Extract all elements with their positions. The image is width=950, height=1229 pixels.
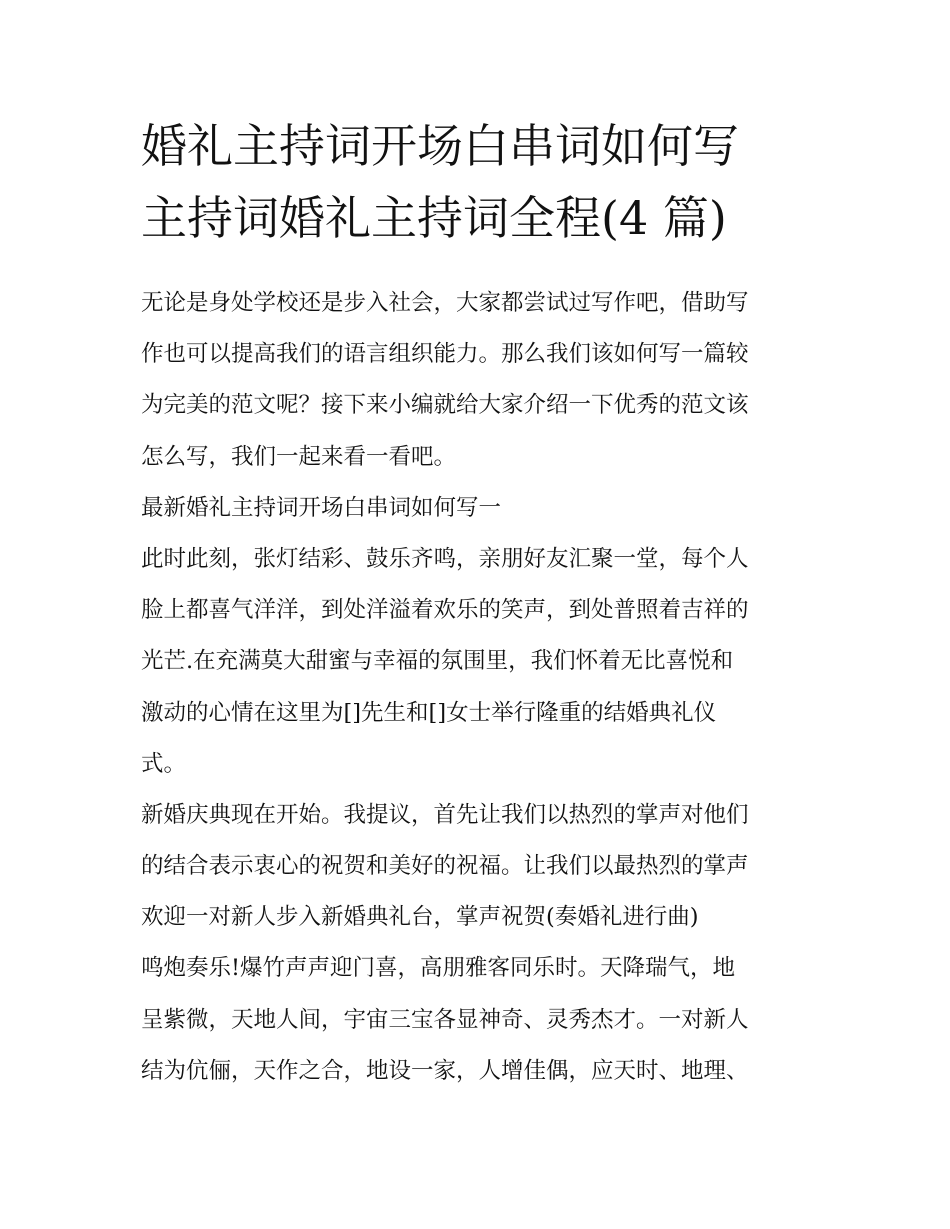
body-line: 光芒.在充满莫大甜蜜与幸福的氛围里，我们怀着无比喜悦和	[141, 648, 734, 675]
intro-line: 怎么写，我们一起来看一看吧。	[141, 443, 457, 470]
intro-line: 无论是身处学校还是步入社会，大家都尝试过写作吧，借助写	[141, 290, 749, 316]
body-line: 呈紫微，天地人间，宇宙三宝各显神奇、灵秀杰才。一对新人	[141, 1006, 749, 1033]
title-line: 主持词婚礼主持词全程(4 篇)	[141, 191, 727, 245]
body-line: 此时此刻，张灯结彩、鼓乐齐鸣，亲朋好友汇聚一堂，每个人	[141, 545, 749, 572]
body-line: 式。	[141, 750, 187, 777]
document-title	[141, 110, 821, 254]
body-line: 结为伉俪，天作之合，地设一家，人增佳偶，应天时、地理、	[141, 1057, 749, 1084]
document-body	[141, 278, 831, 1097]
section-heading: 最新婚礼主持词开场白串词如何写一	[141, 494, 502, 521]
intro-line: 为完美的范文呢？接下来小编就给大家介绍一下优秀的范文该	[141, 392, 749, 419]
body-line: 新婚庆典现在开始。我提议，首先让我们以热烈的掌声对他们	[141, 801, 749, 828]
body-line: 鸣炮奏乐!爆竹声声迎门喜，高朋雅客同乐时。天降瑞气，地	[141, 955, 736, 982]
body-line: 欢迎一对新人步入新婚典礼台，掌声祝贺(奏婚礼进行曲)	[141, 904, 699, 931]
intro-line: 作也可以提高我们的语言组织能力。那么我们该如何写一篇较	[141, 341, 749, 368]
body-line: 脸上都喜气洋洋，到处洋溢着欢乐的笑声，到处普照着吉祥的	[141, 597, 749, 624]
title-line: 婚礼主持词开场白串词如何写	[141, 119, 739, 173]
body-line: 激动的心情在这里为[]先生和[]女士举行隆重的结婚典礼仪	[141, 699, 717, 726]
body-line: 的结合表示衷心的祝贺和美好的祝福。让我们以最热烈的掌声	[141, 853, 749, 880]
